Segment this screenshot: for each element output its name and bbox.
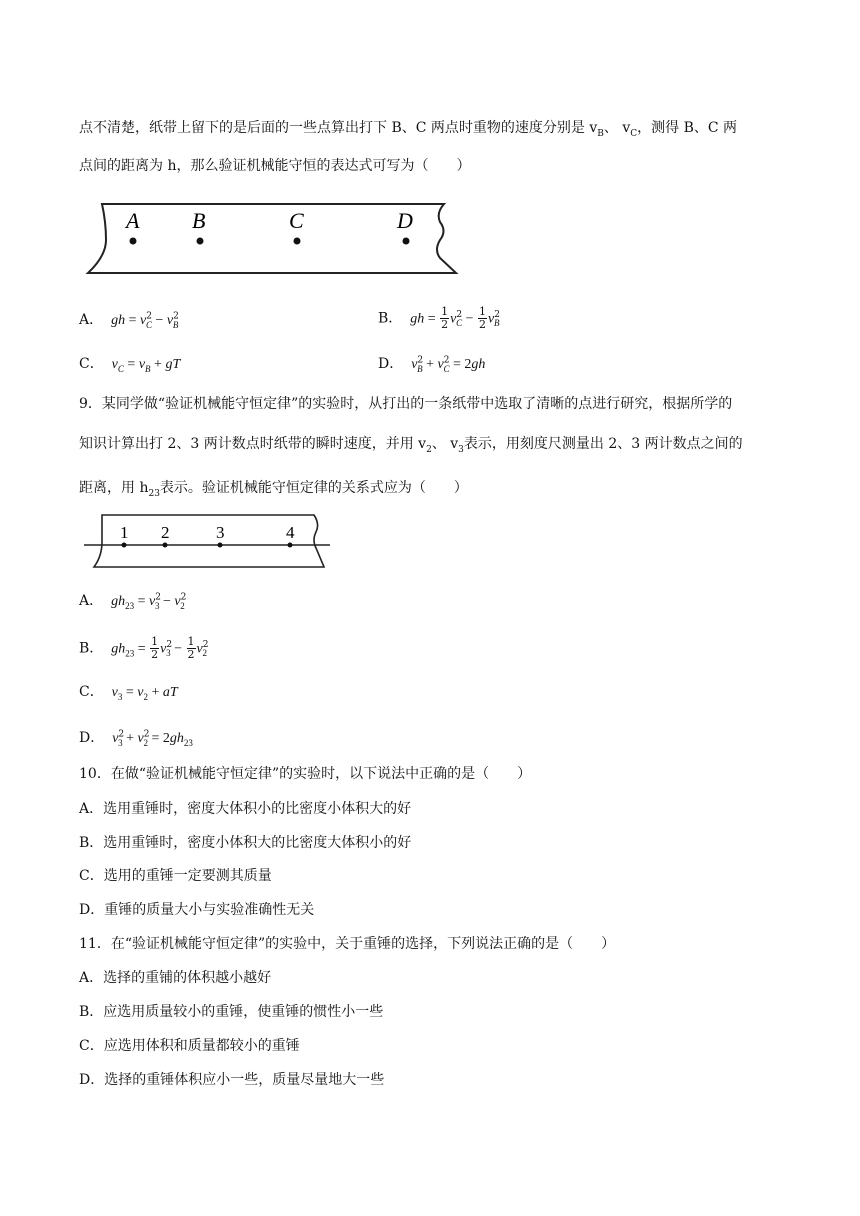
q9-option-d-formula: v bbox=[108, 731, 119, 746]
q8-option-b[interactable]: B． gh = $\frac{1}{2}$ $v^2_C$ − $\frac{1}{2}$ $v^2_B$ bbox=[378, 305, 500, 331]
tape-dot-c bbox=[294, 238, 301, 245]
q9-stem-part: 、 v bbox=[431, 436, 459, 452]
tape-label-1: 1 bbox=[120, 523, 129, 542]
tape-label-3: 3 bbox=[216, 523, 225, 542]
q11-stem: 11．在“验证机械能守恒定律”的实验中，关于重锤的选择，下列说法正确的是（ ） bbox=[79, 936, 616, 952]
q8-option-b-formula: gh bbox=[406, 311, 425, 327]
option-label: A． bbox=[79, 593, 104, 609]
q8-option-d-formula: v bbox=[407, 357, 418, 372]
tape-label-2: 2 bbox=[161, 523, 170, 542]
tape-label-c: C bbox=[289, 208, 304, 233]
q9-option-a-formula: gh bbox=[107, 594, 126, 609]
q11-option-c[interactable]: C．应选用体积和质量都较小的重锤 bbox=[79, 1038, 300, 1054]
option-label: C． bbox=[79, 684, 104, 700]
q9-option-c[interactable]: C． $v_3 = v_2$ + aT bbox=[79, 684, 178, 702]
q9-stem-part: 知识计算出打 2、3 两计数点时纸带的瞬时速度，并用 v bbox=[79, 436, 427, 452]
q11-option-b[interactable]: B．应选用质量较小的重锤，使重锤的惯性小一些 bbox=[79, 1004, 384, 1020]
q8-stem-part: 、 v bbox=[603, 120, 631, 136]
q9-option-c-formula: v bbox=[108, 685, 118, 700]
q8-stem-part: 点不清楚，纸带上留下的是后面的一些点算出打下 B、C 两点时重物的速度分别是 v bbox=[79, 120, 598, 136]
q8-option-c[interactable]: C． $v_C = v_B$ + gT bbox=[79, 356, 181, 374]
q9-stem-line3 bbox=[79, 478, 468, 498]
tape-dot-b bbox=[197, 238, 204, 245]
q8-sub-b: B bbox=[597, 128, 604, 139]
q9-sub-23: 23 bbox=[148, 488, 160, 499]
q10-option-b[interactable]: B．选用重锤时，密度小体积大的比密度大体积小的好 bbox=[79, 835, 412, 851]
q9-option-a[interactable]: A． $gh_{23} = v^2_3 - v^2_2$ bbox=[79, 592, 187, 611]
q9-stem-part: 表示。验证机械能守恒定律的关系式应为（ ） bbox=[159, 480, 468, 496]
q10-stem: 10．在做“验证机械能守恒定律”的实验时，以下说法中正确的是（ ） bbox=[79, 766, 532, 782]
q9-sub-3: 3 bbox=[458, 444, 464, 455]
tape-label-a: A bbox=[126, 208, 140, 233]
q8-option-d[interactable]: D． $v^2_B + v^2_C = 2gh$ bbox=[378, 355, 486, 374]
q8-paper-tape-figure bbox=[84, 198, 460, 278]
q9-paper-tape-figure bbox=[82, 512, 332, 570]
tape-dot-2 bbox=[163, 543, 168, 548]
option-label: B． bbox=[79, 640, 104, 657]
q8-option-c-formula: v bbox=[108, 357, 118, 372]
q10-option-d[interactable]: D．重锤的质量大小与实验准确性无关 bbox=[79, 902, 315, 918]
q9-option-d[interactable]: D． $v^2_3 + v^2_2 = 2gh_{23}$ bbox=[79, 729, 193, 748]
q8-option-a-formula: gh bbox=[107, 313, 126, 328]
q9-sub-2: 2 bbox=[426, 444, 432, 455]
tape-dot-4 bbox=[288, 543, 293, 548]
q10-option-a[interactable]: A．选用重锤时，密度大体积小的比密度小体积大的好 bbox=[79, 801, 412, 817]
q9-stem-part: 表示，用刻度尺测量出 2、3 两计数点之间的 bbox=[463, 436, 743, 452]
q10-option-c[interactable]: C．选用的重锤一定要测其质量 bbox=[79, 868, 272, 884]
q11-option-d[interactable]: D．选择的重锤体积应小一些，质量尽量地大一些 bbox=[79, 1072, 385, 1088]
q8-stem-line2: 点间的距离为 h，那么验证机械能守恒的表达式可写为（ ） bbox=[79, 158, 471, 174]
tape-dot-1 bbox=[122, 543, 127, 548]
q9-option-b-formula: gh bbox=[107, 641, 126, 657]
q9-option-b[interactable]: B． $gh_{23}$ = $\frac{1}{2}$ $v^2_3$ − $\frac{1}{2}$ $v^2_2$ bbox=[79, 635, 209, 661]
tape-label-b: B bbox=[192, 208, 206, 233]
tape-dot-a bbox=[130, 238, 137, 245]
q8-stem-line1 bbox=[79, 118, 737, 138]
q11-option-a[interactable]: A．选择的重铺的体积越小越好 bbox=[79, 970, 272, 986]
q9-stem-line2 bbox=[79, 434, 743, 454]
option-label: B． bbox=[378, 310, 403, 327]
tape-label-d: D bbox=[397, 208, 413, 233]
option-label: C． bbox=[79, 356, 104, 372]
q9-stem-line1: 9．某同学做“验证机械能守恒定律”的实验时，从打出的一条纸带中选取了清晰的点进行研究，根据所学的 bbox=[79, 396, 733, 412]
q8-stem-part: ，测得 B、C 两 bbox=[637, 120, 738, 136]
tape-dot-d bbox=[403, 238, 410, 245]
tape-label-4: 4 bbox=[286, 523, 295, 542]
tape-dot-3 bbox=[218, 543, 223, 548]
q8-sub-c: C bbox=[630, 128, 638, 139]
option-label: D． bbox=[378, 356, 404, 372]
q9-stem-part: 距离，用 h bbox=[79, 480, 149, 496]
q8-option-a[interactable]: A． gh = $v^2_C - v^2_B$ bbox=[79, 311, 179, 330]
option-label: D． bbox=[79, 730, 105, 746]
option-label: A． bbox=[79, 312, 104, 328]
